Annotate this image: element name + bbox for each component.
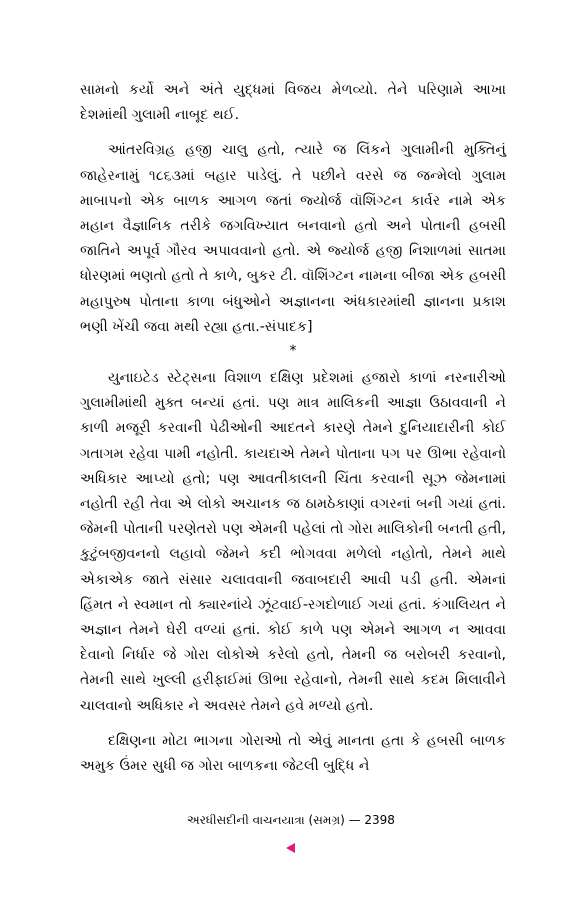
page-footer: અરધીસદીની વાચનયાત્રા (સમગ્ર) — 2398 <box>187 813 395 827</box>
paragraph-gap <box>80 719 506 729</box>
previous-page-button[interactable] <box>283 841 299 855</box>
page-body <box>80 78 506 779</box>
paragraph-1: સામનો કર્યો અને અંતે યુદ્ધમાં વિજય મેળવ્યો. તેને પરિણામે આખા દેશમાંથી ગુલામી નાબૂદ થઈ. <box>80 82 506 124</box>
paragraph-4: દક્ષિણના મોટા ભાગના ગોરાઓ તો એવું માનતા હતા કે હબસી બાળક અમુક ઉંમર સુધી જ ગોરા બાળકના જેટલી બુદ્ધિ ને <box>80 732 506 775</box>
triangle-left-icon <box>283 841 297 855</box>
paragraph-3: યુનાઇટેડ સ્ટેટ્સના વિશાળ દક્ષિણ પ્રદેશમાં હજારો કાળાં નરનારીઓ ગુલામીમાંથી મુક્ત બન્યાં હતાં. પણ માત્ર માલિકની આજ્ઞા ઉઠાવવાની ને કાળી મજૂરી કરવાની પેઢીઓની આદતને કારણે તેમને દુનિયાદારીની કોઈ ગતાગમ રહેવા પામી નહોતી. કાયદાએ તેમને પોતાના પગ પર ઊભા રહેવાનો અધિકાર આપ્યો હતો; પણ આવતીકાલની ચિંતા કરવાની સૂઝ જેમનામાં નહોતી રહી તેવા એ લોકો અચાનક જ ઠામઠેકાણાં વગરનાં બની ગયાં હતાં. જેમની પોતાની પરણેતરો પણ એમની પહેલાં તો ગોરા માલિકોની બનતી હતી, કુટુંબજીવનનો લહાવો જેમને કદી ભોગવવા મળેલો નહોતો, તેમને માથે એકાએક જાતે સંસાર ચલાવવાની જવાબદારી આવી પડી હતી. એમનાં હિંમત ને સ્વમાન તો ક્યારનાંયે ઝૂંટવાઈ-રગદોળાઈ ગયાં હતાં. કંગાલિયત ને અજ્ઞાન તેમને ઘેરી વળ્યાં હતાં. કોઈ કાળે પણ એમને આગળ ન આવવા દેવાનો નિર્ધાર જે ગોરા લોકોએ કરેલો હતો, તેમની જ બરોબરી કરવાનો, તેમની સાથે ખુલ્લી હરીફાઈમાં ઊભા રહેવાનો, તેમની સાથે કદમ મિલાવીને ચાલવાનો અધિકાર ને અવસર તેમને હવે મળ્યો હતો. <box>80 370 506 714</box>
paragraph-gap <box>80 128 506 138</box>
editor-note-paragraph: આંતરવિગ્રહ હજી ચાલુ હતો, ત્યારે જ લિંકને ગુલામીની મુક્તિનું જાહેરનામું ૧૮૬૩માં બહાર પાડેલું. તે પછીને વરસે જ જન્મેલો ગુલામ માબાપનો એક બાળક આગળ જતાં જ્યોર્જ વૉશિંગ્ટન કાર્વર નામે એક મહાન વૈજ્ઞાનિક તરીકે જગવિખ્યાત બનવાનો હતો અને પોતાની હબસી જાતિને અપૂર્વ ગૌરવ અપાવવાનો હતો. એ જ્યોર્જ હજી નિશાળમાં સાતમા ધોરણમાં ભણતો હતો તે કાળે, બુકર ટી. વૉશિંગ્ટન નામના બીજા એક હબસી મહાપુરુષ પોતાના કાળા બંધુઓને અજ્ઞાનના અંધકારમાંથી જ્ઞાનના પ્રકાશ ભણી ખેંચી જવા મથી રહ્યા હતા.-સંપાદક] <box>80 142 506 335</box>
section-separator: * <box>289 343 297 360</box>
